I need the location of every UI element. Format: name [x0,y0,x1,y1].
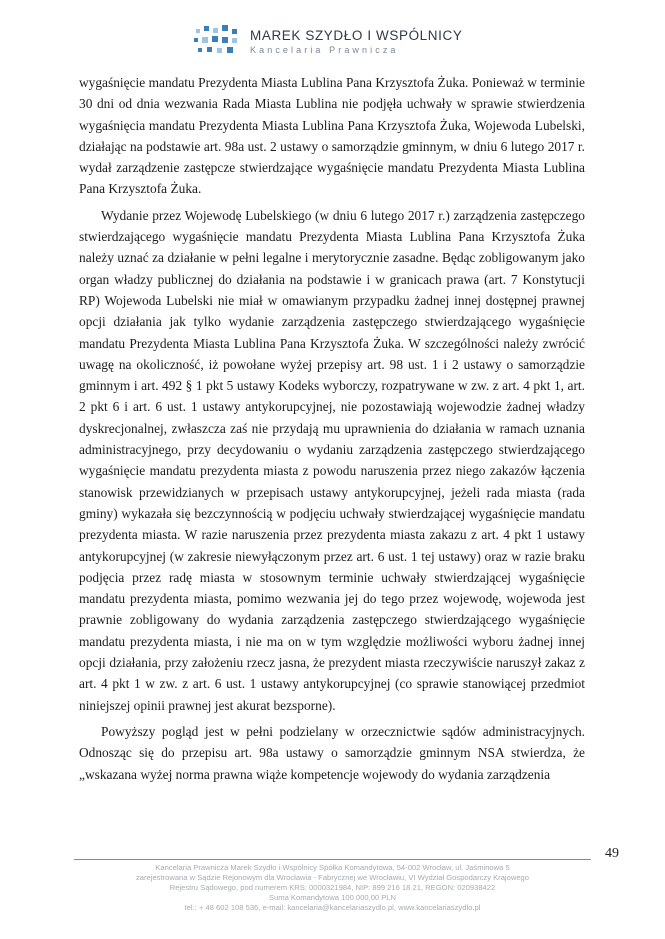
footer-divider [74,859,591,860]
footer [60,863,605,913]
letterhead [0,22,665,62]
footer-line: Rejestru Sądowego, pod numerem KRS: 0000321984, NIP: 899 216 18 21, REGON: 020938422 [169,883,496,892]
document-body [79,72,585,785]
footer-line: tel.: + 48 602 108 536, e-mail: kancelaria@kancelariaszydlo.pl, www.kancelariaszydlo.pl [184,903,481,912]
brand-name: MAREK SZYDŁO I WSPÓLNICY [250,28,463,43]
footer-line: zarejestrowana w Sądzie Rejonowym dla Wrocławia - Fabrycznej we Wrocławiu, VI Wydział Gospodarczy Krajowego [136,873,529,882]
brand-block [250,28,462,55]
paragraph: Powyższy pogląd jest w pełni podzielany w orzecznictwie sądów administracyjnych. Odnosząc się do przepisu art. 98a ustawy o samorządzie gminnym NSA stwierdza, że „wskazana wyżej norma prawna wiąże kompetencje wojewody do wydania zarządzenia [79,723,585,782]
firm-logo-icon [192,24,242,58]
footer-line: Kancelaria Prawnicza Marek Szydło i Wspólnicy Spółka Komandytowa, 54-002 Wrocław, ul. Jaśminowa 5 [155,863,510,872]
footer-line: Suma Komandytowa 100 000,00 PLN [268,893,397,902]
brand-subtitle: Kancelaria Prawnicza [250,45,399,55]
page-number: 49 [605,846,619,861]
paragraph: Wydanie przez Wojewodę Lubelskiego (w dniu 6 lutego 2017 r.) zarządzenia zastępczego stwierdzającego wygaśnięcie mandatu Prezydenta Miasta Lublina Pana Krzysztofa Żuka należy uznać za działanie w pełni legalne i merytorycznie zasadne. Będąc zobligowanym jako organ władzy publicznej do działania na podstawie i w granicach prawa (art. 7 Konstytucji RP) Wojewoda Lubelski nie miał w omawianym przypadku żadnej innej dostępnej prawnej opcji działania jak tylko wydanie zarządzenia zastępczego stwierdzającego wygaśnięcie mandatu Prezydenta Miasta Lublina Pana Krzysztofa Żuka. W szczególności należy zwrócić uwagę na okoliczność, iż powołane wyżej przepisy art. 98 ust. 1 i 2 ustawy o samorządzie gminnym i art. 492 § 1 pkt 5 ustawy Kodeks wyborczy, rozpatrywane w zw. z art. 4 pkt 1, art. 2 pkt 6 i art. 6 ust. 1 ustawy antykorupcyjnej, nie pozostawiają wojewodzie żadnej władzy dyskrecjonalnej, zwłaszcza zaś nie przydają mu uprawnienia do działania w ramach uznania administracyjnego, przy decydowaniu o wydaniu zarządzenia zastępczego stwierdzającego wygaśnięcie mandatu prezydenta miasta z powodu naruszenia przez niego zakazów łączenia stanowisk przewidzianych w przepisach ustawy antykorupcyjnej, jeżeli rada miasta (rada gminy) wykazała się bezczynnością w podjęciu uchwały stwierdzającej wygaśnięcie mandatu prezydenta miasta. W razie naruszenia przez prezydenta miasta zakazu z art. 4 pkt 1 ustawy antykorupcyjnej (w zakresie niewyłączonym przez art. 6 ust. 1 tej ustawy) oraz w razie braku podjęcia przez radę miasta w stosownym terminie uchwały stwierdzającej wygaśnięcie mandatu prezydenta miasta, pomimo wezwania jej do tego przez wojewodę, wojewoda jest prawnie zobligowany do wydania zarządzenia zastępczego stwierdzającego wygaśnięcie mandatu prezydenta miasta, i nie ma on w tym względzie możliwości wyboru żadnej innej opcji działania, przy założeniu rzecz jasna, że prezydent miasta rzeczywiście naruszył zakaz z art. 4 pkt 1 w zw. z art. 6 ust. 1 ustawy antykorupcyjnej (co sprawie stanowiącej przedmiot niniejszej opinii prawnej jest akurat bezsporne). [79,207,585,713]
paragraph-continued: wygaśnięcie mandatu Prezydenta Miasta Lublina Pana Krzysztofa Żuka. Ponieważ w terminie 30 dni od dnia wezwania Rada Miasta Lublina nie podjęła uchwały w sprawie stwierdzenia wygaśnięcia mandatu Prezydenta Miasta Lublina Pana Krzysztofa Żuka, Wojewoda Lubelski, działając na podstawie art. 98a ust. 2 ustawy o samorządzie gminnym, w dniu 6 lutego 2017 r. wydał zarządzenie zastępcze stwierdzające wygaśnięcie mandatu Prezydenta Miasta Lublina Pana Krzysztofa Żuka. [79,75,585,197]
